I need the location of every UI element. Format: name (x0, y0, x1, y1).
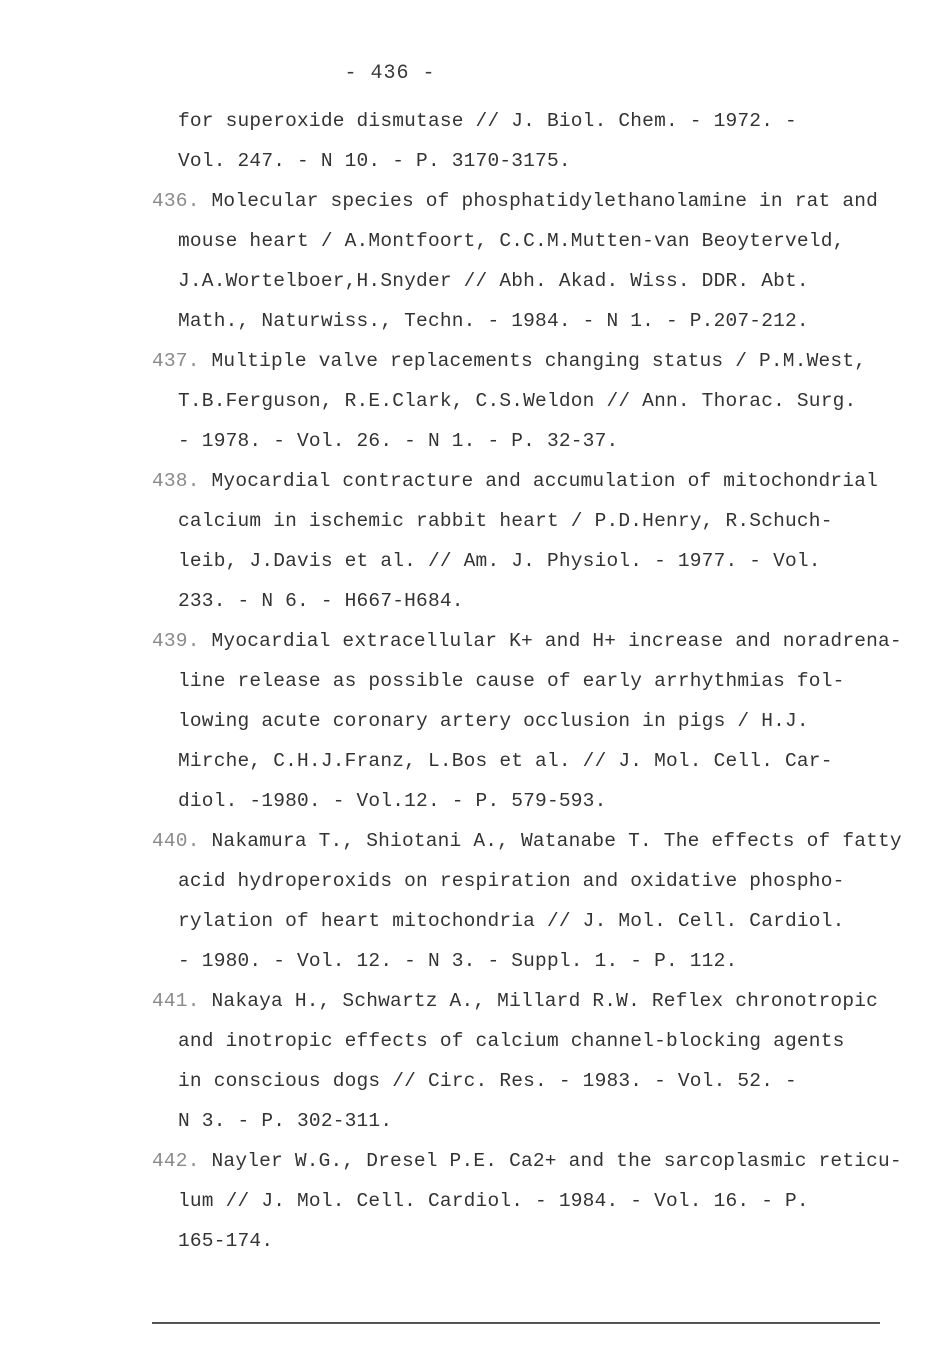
reference-number: 436. (152, 190, 200, 212)
reference-line: Mirche, C.H.J.Franz, L.Bos et al. // J. Mol. Cell. Car- (178, 750, 833, 772)
reference-line: 165-174. (178, 1230, 274, 1252)
reference-number: 442. (152, 1150, 200, 1172)
reference-line: T.B.Ferguson, R.E.Clark, C.S.Weldon // Ann. Thorac. Surg. (178, 390, 857, 412)
reference-line: and inotropic effects of calcium channel-blocking agents (178, 1030, 845, 1052)
bottom-rule (152, 1322, 880, 1324)
reference-line: lum // J. Mol. Cell. Cardiol. - 1984. - Vol. 16. - P. (178, 1190, 809, 1212)
page-number: - 436 - (344, 62, 436, 85)
reference-number: 438. (152, 470, 200, 492)
reference-number: 437. (152, 350, 200, 372)
reference-line: calcium in ischemic rabbit heart / P.D.Henry, R.Schuch- (178, 510, 833, 532)
reference-line: 441. Nakaya H., Schwartz A., Millard R.W. Reflex chronotropic (152, 990, 879, 1012)
reference-line: acid hydroperoxids on respiration and oxidative phospho- (178, 870, 845, 892)
reference-line: diol. -1980. - Vol.12. - P. 579-593. (178, 790, 607, 812)
reference-line: for superoxide dismutase // J. Biol. Chem. - 1972. - (178, 110, 797, 132)
reference-line: 436. Molecular species of phosphatidylethanolamine in rat and (152, 190, 879, 212)
reference-number: 439. (152, 630, 200, 652)
reference-line: 440. Nakamura T., Shiotani A., Watanabe T. The effects of fatty (152, 830, 902, 852)
reference-line: 233. - N 6. - H667-H684. (178, 590, 464, 612)
reference-line: rylation of heart mitochondria // J. Mol. Cell. Cardiol. (178, 910, 845, 932)
reference-line: mouse heart / A.Montfoort, C.C.M.Mutten-van Beoyterveld, (178, 230, 845, 252)
reference-number: 441. (152, 990, 200, 1012)
reference-line: line release as possible cause of early arrhythmias fol- (178, 670, 845, 692)
reference-line: N 3. - P. 302-311. (178, 1110, 393, 1132)
reference-line: Math., Naturwiss., Techn. - 1984. - N 1. - P.207-212. (178, 310, 809, 332)
reference-line: lowing acute coronary artery occlusion in pigs / H.J. (178, 710, 809, 732)
reference-number: 440. (152, 830, 200, 852)
reference-line: 438. Myocardial contracture and accumulation of mitochondrial (152, 470, 879, 492)
reference-line: Vol. 247. - N 10. - P. 3170-3175. (178, 150, 571, 172)
reference-line: J.A.Wortelboer,H.Snyder // Abh. Akad. Wiss. DDR. Abt. (178, 270, 809, 292)
reference-line: - 1978. - Vol. 26. - N 1. - P. 32-37. (178, 430, 619, 452)
reference-line: 442. Nayler W.G., Dresel P.E. Ca2+ and the sarcoplasmic reticu- (152, 1150, 902, 1172)
reference-line: leib, J.Davis et al. // Am. J. Physiol. - 1977. - Vol. (178, 550, 821, 572)
reference-line: in conscious dogs // Circ. Res. - 1983. - Vol. 52. - (178, 1070, 797, 1092)
reference-line: - 1980. - Vol. 12. - N 3. - Suppl. 1. - P. 112. (178, 950, 738, 972)
reference-line: 437. Multiple valve replacements changing status / P.M.West, (152, 350, 867, 372)
reference-line: 439. Myocardial extracellular K+ and H+ increase and noradrena- (152, 630, 902, 652)
